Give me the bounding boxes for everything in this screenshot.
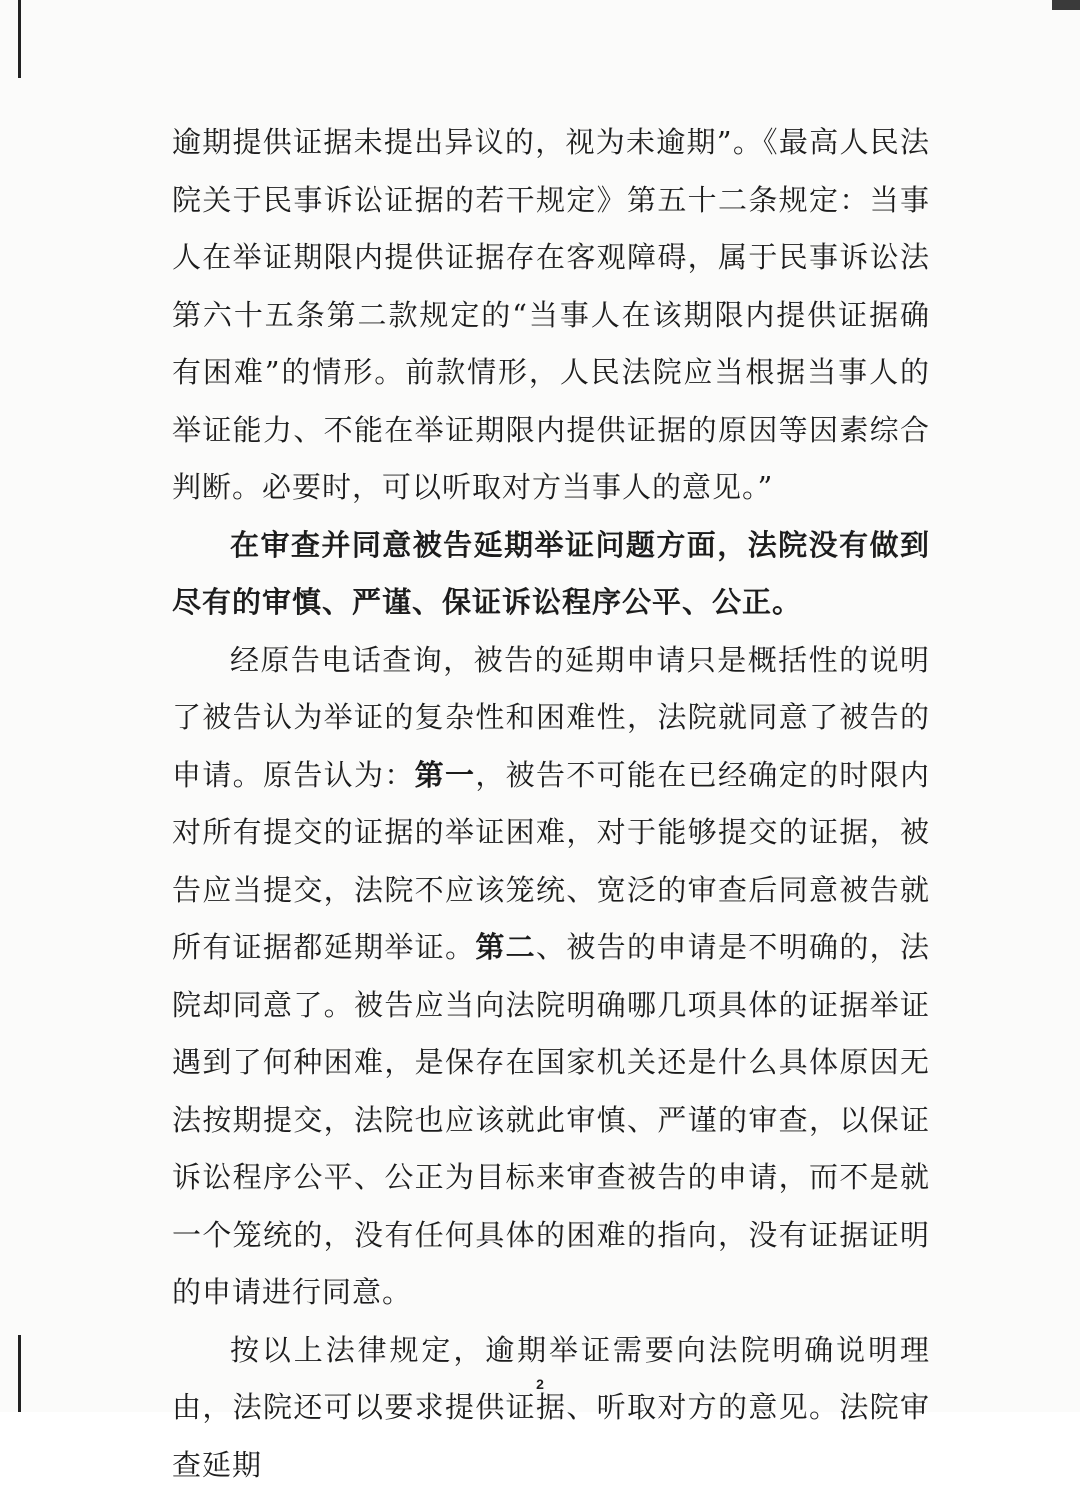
document-body bbox=[172, 114, 930, 1494]
paragraph-continuation bbox=[172, 114, 930, 517]
paragraph-text: 逾期提供证据未提出异议的，视为未逾期”。《最高人民法院关于民事诉讼证据的若干规定》第五十二条规定：当事人在举证期限内提供证据存在客观障碍，属于民事诉讼法第六十五条第二款规定的“当事人在该期限内提供证据确有困难”的情形。前款情形，人民法院应当根据当事人的举证能力、不能在举证期限内提供证据的原因等因素综合判断。必要时，可以听取对方当事人的意见。” bbox=[172, 125, 930, 504]
scan-edge-top-left bbox=[18, 0, 21, 78]
paragraph-text: 经原告电话查询，被告的延期申请只是概括性的说明了被告认为举证的复杂性和困难性，法院就同意了被告的申请。原告认为： bbox=[172, 643, 930, 792]
page-number: 2 bbox=[0, 1376, 1080, 1392]
point-label-first: 第一 bbox=[415, 758, 476, 792]
paragraph-text: 、被告的申请是不明确的，法院却同意了。被告应当向法院明确哪几项具体的证据举证遇到了何种困难，是保存在国家机关还是什么具体原因无法按期提交，法院也应该就此审慎、严谨的审查，以保证诉讼程序公平、公正为目标来审查被告的申请，而不是就一个笼统的，没有任何具体的困难的指向，没有证据证明的申请进行同意。 bbox=[172, 930, 930, 1309]
paragraph-text: ，被告不可能在已经确定的时限内对所有提交的证据的举证困难，对于能够提交的证据，被告应当提交，法院不应该笼统、宽泛的审查后同意被告就所有证据都延期举证。 bbox=[172, 758, 930, 965]
paragraph-heading-bold: 在审查并同意被告延期举证问题方面，法院没有做到尽有的审慎、严谨、保证诉讼程序公平、公正。 bbox=[172, 517, 930, 632]
scan-edge-bottom-left bbox=[18, 1335, 21, 1412]
paragraph-conclusion: 按以上法律规定，逾期举证需要向法院明确说明理由，法院还可以要求提供证据、听取对方的意见。法院审查延期 bbox=[172, 1322, 930, 1494]
paragraph-argument bbox=[172, 632, 930, 1322]
point-label-second: 第二 bbox=[475, 930, 536, 964]
scan-corner-mark bbox=[1052, 0, 1080, 10]
